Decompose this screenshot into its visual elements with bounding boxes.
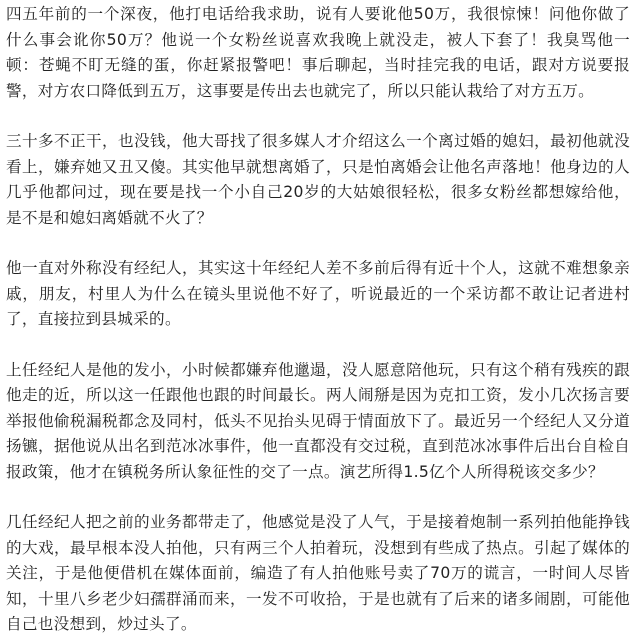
paragraph-5: 几任经纪人把之前的业务都带走了，他感觉是没了人气，于是接着炮制一系列拍他能挣钱的大戏，最早根本没人拍他，只有两三个人拍着玩，没想到有些成了热点。引起了媒体的关注，于是他便借机在媒体面前，编造了有人拍他账号卖了70万的谎言，一时间人尽皆知，十里八乡老少妇孺群涌而来，一发不可收拾，于是也就有了后来的诸多闹剧，可能他自己也没想到，炒过头了。	[6, 513, 630, 633]
paragraph-3: 他一直对外称没有经纪人，其实这十年经纪人差不多前后得有近十个人，这就不难想象亲戚，朋友，村里人为什么在镜头里说他不好了，听说最近的一个采访都不敢让记者进村了，直接拉到县城采的。	[6, 259, 630, 328]
article-body	[6, 2, 630, 638]
paragraph-4: 上任经纪人是他的发小，小时候都嫌弃他邋遢，没人愿意陪他玩，只有这个稍有残疾的跟他走的近，所以这一任跟他也跟的时间最长。两人闹掰是因为克扣工资，发小几次扬言要举报他偷税漏税都念及同村，低头不见抬头见碍于情面放下了。最近另一个经纪人又分道扬镳，据他说从出名到范冰冰事件，他一直都没有交过税，直到范冰冰事件后出台自检自报政策，他才在镇税务所认象征性的交了一点。演艺所得1.5亿个人所得税该交多少？	[6, 360, 630, 481]
paragraph-1: 四五年前的一个深夜，他打电话给我求助，说有人要讹他50万，我很惊悚！问他你做了什么事会讹你50万？他说一个女粉丝说喜欢我晚上就没走，被人下套了！我臭骂他一顿：苍蝇不盯无缝的蛋，你赶紧报警吧！事后聊起，当时挂完我的电话，跟对方说要报警，对方农口降低到五万，这事要是传出去也就完了，所以只能认栽给了对方五万。	[6, 5, 630, 100]
paragraph-2: 三十多不正干，也没钱，他大哥找了很多媒人才介绍这么一个离过婚的媳妇，最初他就没看上，嫌弃她又丑又傻。其实他早就想离婚了，只是怕离婚会让他名声落地！他身边的人几乎他都问过，现在要是找一个小自己20岁的大姑娘很轻松，很多女粉丝都想嫁给他，是不是和媳妇离婚就不火了？	[6, 132, 630, 227]
